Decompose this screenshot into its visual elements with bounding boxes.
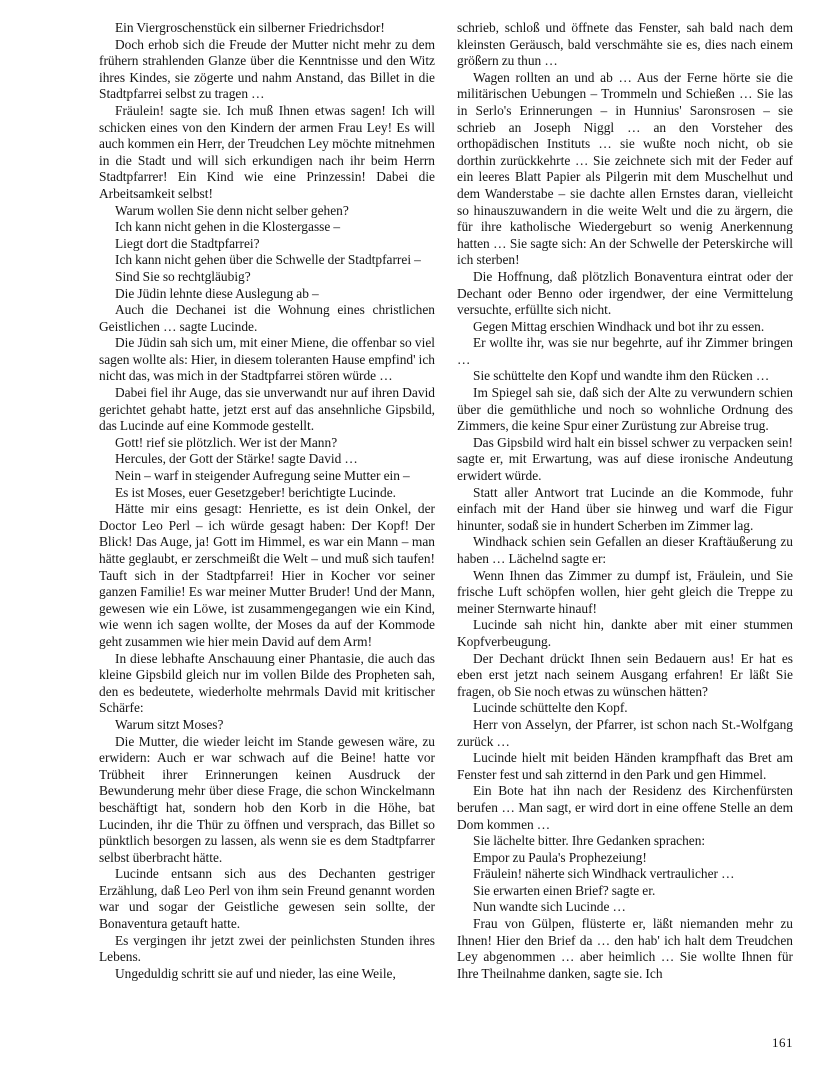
paragraph: Gegen Mittag erschien Windhack und bot ihr zu essen.: [473, 318, 765, 334]
column-right: [457, 20, 793, 1056]
paragraph: Nun wandte sich Lucinde …: [473, 899, 626, 915]
paragraph: Lucinde hielt mit beiden Händen krampfhaft das Bret am Fenster fest und sah zitternd in den Park und gen Himmel.: [457, 750, 793, 782]
paragraph: Gott! rief sie plötzlich. Wer ist der Mann?: [115, 434, 338, 450]
paragraph: Fräulein! sagte sie. Ich muß Ihnen etwas sagen! Ich will schicken eines von den Kindern der armen Frau Ley! Es will auch kommen ein Herr, der Treudchen Ley möchte mitnehmen in die Stadt und will sich erkundigen nach ihr beim Herrn Stadtpfarrer! Ein Kind wie eine Prinzessin! Dabei die Arbeitsamkeit selbst!: [99, 102, 435, 201]
paragraph: In diese lebhafte Anschauung einer Phantasie, die auch das kleine Gipsbild gleich nur im vollen Bilde des Propheten sah, den es bedeutete, wiederholte mehrmals David mit kritischer Schärfe:: [99, 650, 435, 716]
paragraph: Dabei fiel ihr Auge, das sie unverwandt nur auf ihren David gerichtet gehabt hatte, jetzt erst auf das ansehnliche Gipsbild, das Lucinde auf eine Kommode gestellt.: [99, 385, 435, 434]
paragraph: Warum sitzt Moses?: [115, 716, 224, 732]
paragraph: Die Hoffnung, daß plötzlich Bonaventura eintrat oder der Dechant oder Benno oder irgendwer, der eine Vermittelung versuchte, erfüllte sich nicht.: [457, 268, 793, 318]
paragraph: Sie schüttelte den Kopf und wandte ihm den Rücken …: [473, 368, 770, 384]
paragraph: Statt aller Antwort trat Lucinde an die Kommode, fuhr einfach mit der Hand über sie hinweg und warf die Figur hinunter, sodaß sie in hundert Scherben im Zimmer lag.: [457, 484, 793, 533]
paragraph: Das Gipsbild wird halt ein bissel schwer zu verpacken sein! sagte er, mit Erwartung, was auf diese ironische Andeutung erwidert würde.: [457, 434, 793, 484]
paragraph: Lucinde schüttelte den Kopf.: [473, 700, 628, 716]
paragraph: Der Dechant drückt Ihnen sein Bedauern aus! Er hat es eben erst jetzt nach seinem Ausgang erfahren! Er läßt Sie fragen, ob Sie noch etwas zu wünschen hätten?: [457, 650, 793, 699]
paragraph: Doch erhob sich die Freude der Mutter nicht mehr zu dem frühern strahlenden Glanze über die Kenntnisse und den Witz ihres Kindes, sie zögerte und nahm Anstand, das Billet in die Stadtpfarrei selbst zu tragen …: [99, 36, 435, 102]
paragraph: Wenn Ihnen das Zimmer zu dumpf ist, Fräulein, und Sie frische Luft schöpfen wollen, hier geht gleich die Treppe zu meiner Sternwarte hinauf!: [457, 567, 793, 616]
paragraph: Die Jüdin sah sich um, mit einer Miene, die offenbar so viel sagen wollte als: Hier, in diesem toleranten Hause empfind' ich nicht das, was mich in der Stadtpfarrei stören würde …: [99, 335, 435, 384]
text-block: [99, 20, 793, 1056]
paragraph: Ein Bote hat ihn nach der Residenz des Kirchenfürsten berufen … Man sagt, er wird dort in eine offene Stelle an dem Dom kommen …: [457, 783, 793, 832]
paragraph: Ich kann nicht gehen über die Schwelle der Stadtpfarrei –: [115, 252, 421, 268]
paragraph: Hätte mir eins gesagt: Henriette, es ist dein Onkel, der Doctor Leo Perl – ich würde gesagt haben: Der Kopf! Der Blick! Das Auge, ja! Gott im Himmel, es war ein Mann – man hätte geglaubt, er zerschmeißt die Welt – und muß sich taufen! Tauft sich in der Stadtpfarrei! Hier in Kocher vor seiner ganzen Familie! Es war meiner Mutter Bruder! Und der Mann, gewesen wie ein Löwe, ist zusammengegangen wie ein Kind, wie wenn ich sagen wollte, der Moses da auf der Kommode geht zusammen wie hier mein David auf dem Arm!: [99, 501, 435, 649]
paragraph: Lucinde sah nicht hin, dankte aber mit einer stummen Kopfverbeugung.: [457, 617, 793, 649]
paragraph: Sind Sie so rechtgläubig?: [115, 268, 251, 284]
paragraph: Herr von Asselyn, der Pfarrer, ist schon nach St.-Wolfgang zurück …: [457, 716, 793, 749]
paragraph: Sie lächelte bitter. Ihre Gedanken sprachen:: [473, 833, 706, 849]
paragraph: schrieb, schloß und öffnete das Fenster, sah bald nach dem kleinsten Geräusch, bald verschmähte sie es, dies nach einem größern zu thun …: [457, 20, 793, 69]
paragraph: Empor zu Paula's Prophezeiung!: [473, 849, 647, 865]
paragraph: Es ist Moses, euer Gesetzgeber! berichtigte Lucinde.: [115, 484, 396, 500]
paragraph: Fräulein! näherte sich Windhack vertraulicher …: [473, 866, 735, 882]
paragraph: Es vergingen ihr jetzt zwei der peinlichsten Stunden ihres Lebens.: [99, 932, 435, 965]
paragraph: Ein Viergroschenstück ein silberner Friedrichsdor!: [115, 20, 385, 35]
page-number: 161: [772, 1035, 793, 1050]
paragraph: Warum wollen Sie denn nicht selber gehen?: [115, 202, 349, 218]
paragraph: Sie erwarten einen Brief? sagte er.: [473, 882, 656, 898]
paragraph: Frau von Gülpen, flüsterte er, läßt niemanden mehr zu Ihnen! Hier den Brief da … den hab' ich halt dem Treudchen Ley abgenommen … aber heimlich … Sie wollte Ihnen für Ihre Theilnahme danken, sagte sie. Ich: [457, 916, 793, 981]
paragraph: Die Jüdin lehnte diese Auslegung ab –: [115, 285, 319, 301]
paragraph: Ich kann nicht gehen in die Klostergasse –: [115, 219, 341, 235]
paragraph: Er wollte ihr, was sie nur begehrte, auf ihr Zimmer bringen …: [457, 335, 793, 367]
column-left: [99, 20, 435, 1056]
paragraph: Liegt dort die Stadtpfarrei?: [115, 235, 260, 251]
paragraph: Lucinde entsann sich aus des Dechanten gestriger Erzählung, daß Leo Perl von ihm sein Freund genannt worden war und sogar der Geistliche gewesen sein sollte, der Bonaventura getauft hatte.: [99, 866, 435, 932]
paragraph: Wagen rollten an und ab … Aus der Ferne hörte sie die militärischen Uebungen – Trommeln und Schießen … Sie las in Serlo's Erinnerungen – in Hunnius' Saronsrosen – sie schrieb an Joseph Niggl … an den Vorsteher des orthopädischen Instituts … sie wußte noch nicht, ob sie dorthin zurückkehrte … Sie zeichnete sich mit der Feder auf ein leeres Blatt Papier als Pilgerin mit dem Muschelhut und dem Wanderstabe – sie dachte allen Ernstes daran, vielleicht so hinauszuwandern in die weite Welt und die zu ärgern, die für ihre katholische Wiedergeburt so wenig Anerkennung hatten … Sie sagte sich: An der Schwelle der Peterskirche will ich sterben!: [457, 69, 793, 268]
paragraph: Ungeduldig schritt sie auf und nieder, las eine Weile,: [115, 965, 396, 981]
paragraph: Hercules, der Gott der Stärke! sagte David …: [115, 451, 358, 467]
paragraph: Auch die Dechanei ist die Wohnung eines christlichen Geistlichen … sagte Lucinde.: [99, 302, 435, 334]
paragraph: Nein – warf in steigender Aufregung seine Mutter ein –: [115, 468, 410, 484]
paragraph: Im Spiegel sah sie, daß sich der Alte zu verwundern schien über die gemüthliche und noch so wohnliche Ordnung des Zimmers, die keine Spur einer Zurüstung zur Abreise trug.: [457, 385, 793, 434]
paragraph: Windhack schien sein Gefallen an dieser Kraftäußerung zu haben … Lächelnd sagte er:: [457, 534, 793, 566]
paragraph: Die Mutter, die wieder leicht im Stande gewesen wäre, zu erwidern: Auch er war schwach auf die Beine! hatte vor Trübheit ihrer Erinnerungen keinen Ausdruck der Bewunderung mehr über diese Frage, die schon Winckelmann beschäftigt hat, sondern hob den Korb in die Höhe, bat Lucinden, ihr die Thür zu öffnen und versprach, das Billet so pünktlich besorgen zu lassen, als wenn sie es dem Stadtpfarrer selbst überbracht hätte.: [99, 733, 435, 865]
